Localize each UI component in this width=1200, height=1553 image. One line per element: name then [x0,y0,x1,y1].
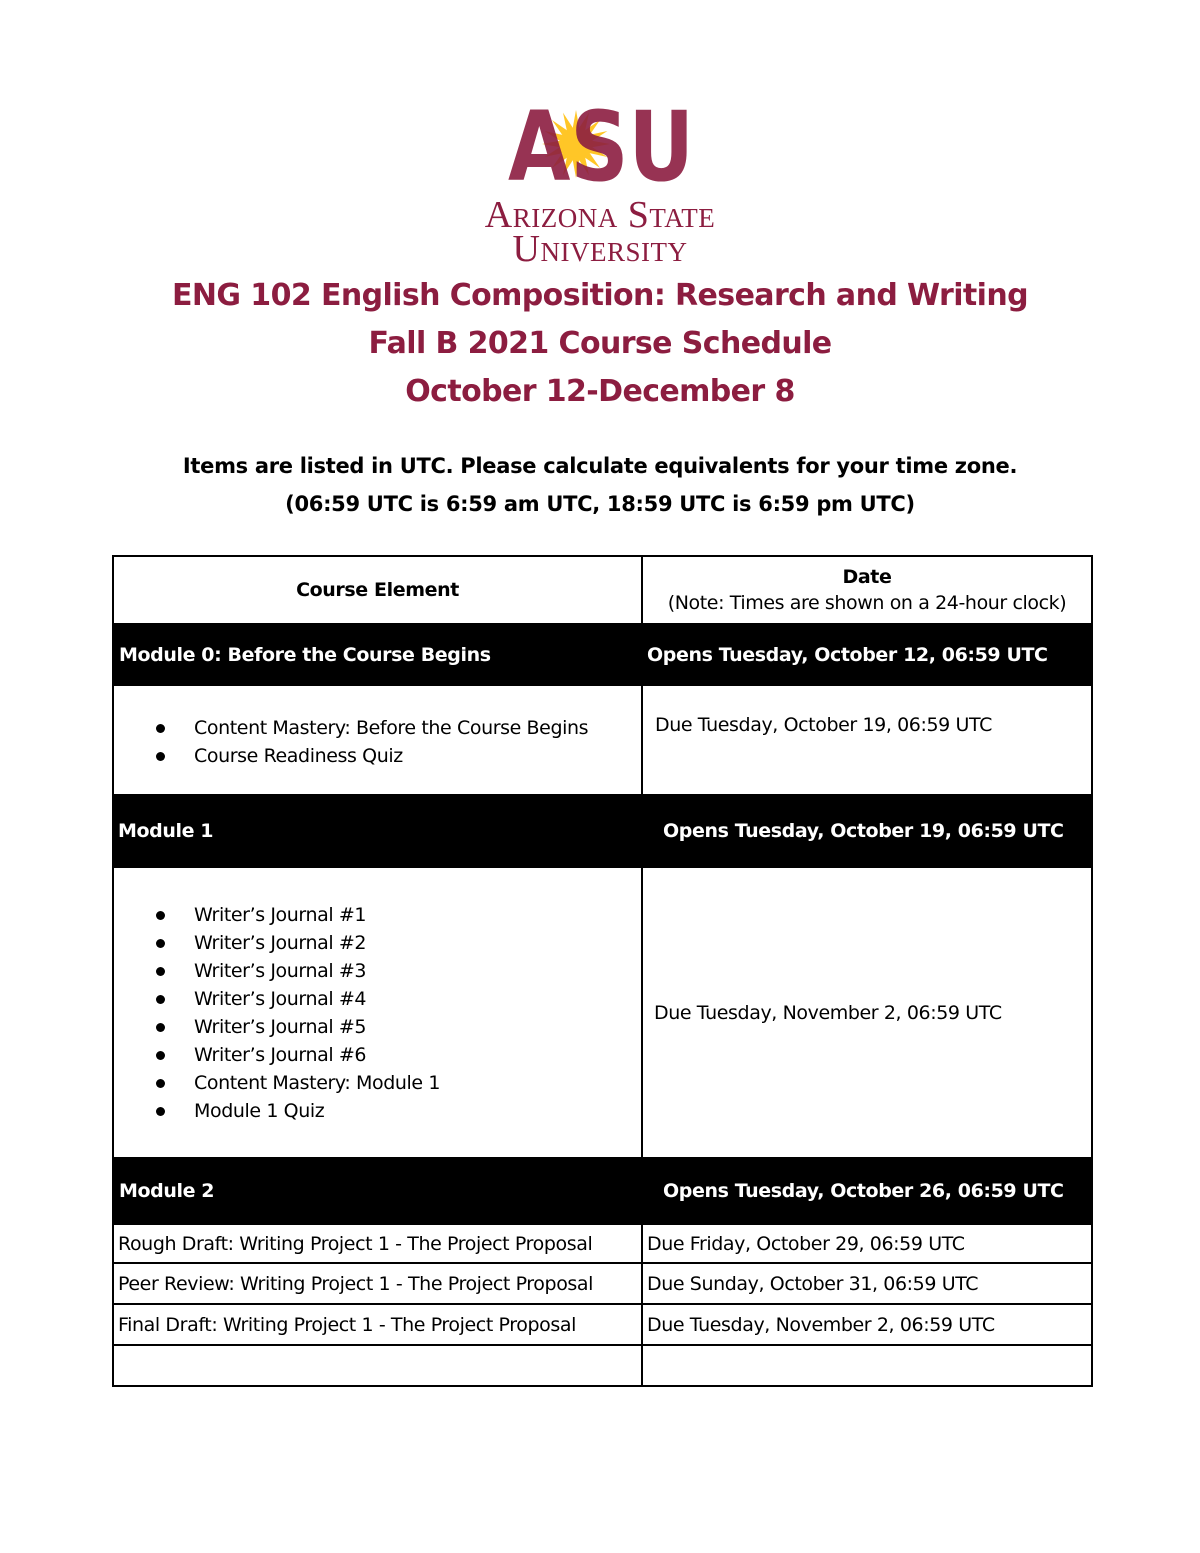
list-item: Module 1 Quiz [194,1097,637,1125]
module-1-item-list [118,901,637,1125]
timezone-note: Items are listed in UTC. Please calculate equivalents for your time zone. [182,454,1018,478]
table-row [113,1263,1092,1304]
module-0-items-row [113,685,1092,795]
module-0-item-list [118,714,637,770]
table-header-row [113,556,1092,624]
module-0-opens: Opens Tuesday, October 12, 06:59 UTC [642,624,1092,685]
header-date [642,556,1092,624]
module-0-name: Module 0: Before the Course Begins [113,624,642,685]
header-course-element [113,556,642,624]
date-range-title: October 12-December 8 [405,374,795,409]
header-course-element-label: Course Element [296,579,459,601]
module-1-row [113,795,1092,867]
table-row-empty [113,1345,1092,1386]
list-item: Writer’s Journal #1 [194,901,637,929]
asu-logo [470,91,730,270]
list-item: Content Mastery: Module 1 [194,1069,637,1097]
list-item: Writer’s Journal #5 [194,1013,637,1041]
date-cell: Due Tuesday, November 2, 06:59 UTC [642,1304,1092,1345]
module-0-items-cell [113,685,642,795]
date-cell: Due Sunday, October 31, 06:59 UTC [642,1263,1092,1304]
course-element-cell: Rough Draft: Writing Project 1 - The Project Proposal [113,1224,642,1263]
header-date-note: (Note: Times are shown on a 24-hour clock) [667,592,1067,614]
course-title: ENG 102 English Composition: Research and Writing [172,278,1028,313]
module-1-name: Module 1 [113,795,642,867]
header-date-label: Date [842,566,892,588]
list-item: Writer’s Journal #2 [194,929,637,957]
module-1-items-row [113,867,1092,1158]
list-item: Course Readiness Quiz [194,742,637,770]
list-item: Writer’s Journal #4 [194,985,637,1013]
module-1-due: Due Tuesday, November 2, 06:59 UTC [642,867,1092,1158]
list-item: Writer’s Journal #6 [194,1041,637,1069]
list-item: Content Mastery: Before the Course Begins [194,714,637,742]
course-schedule-table [112,555,1093,1387]
course-element-cell: Peer Review: Writing Project 1 - The Project Proposal [113,1263,642,1304]
module-0-due: Due Tuesday, October 19, 06:59 UTC [642,685,1092,795]
course-element-cell [113,1345,642,1386]
module-2-row [113,1158,1092,1224]
table-row [113,1304,1092,1345]
list-item: Writer’s Journal #3 [194,957,637,985]
schedule-title: Fall B 2021 Course Schedule [368,326,832,361]
module-0-row [113,624,1092,685]
logo-line-2: University [512,228,688,270]
clock-note: (06:59 UTC is 6:59 am UTC, 18:59 UTC is 6:59 pm UTC) [285,492,915,516]
module-2-name: Module 2 [113,1158,642,1224]
date-cell: Due Friday, October 29, 06:59 UTC [642,1224,1092,1263]
table-row [113,1224,1092,1263]
module-1-items-cell [113,867,642,1158]
date-cell [642,1345,1092,1386]
asu-sunburst-logo-icon [506,91,696,203]
course-element-cell: Final Draft: Writing Project 1 - The Project Proposal [113,1304,642,1345]
module-1-opens: Opens Tuesday, October 19, 06:59 UTC [642,795,1092,867]
logo-line-1: Arizona State [484,194,716,236]
module-2-opens: Opens Tuesday, October 26, 06:59 UTC [642,1158,1092,1224]
asu-mark-text: ASU [508,91,694,203]
